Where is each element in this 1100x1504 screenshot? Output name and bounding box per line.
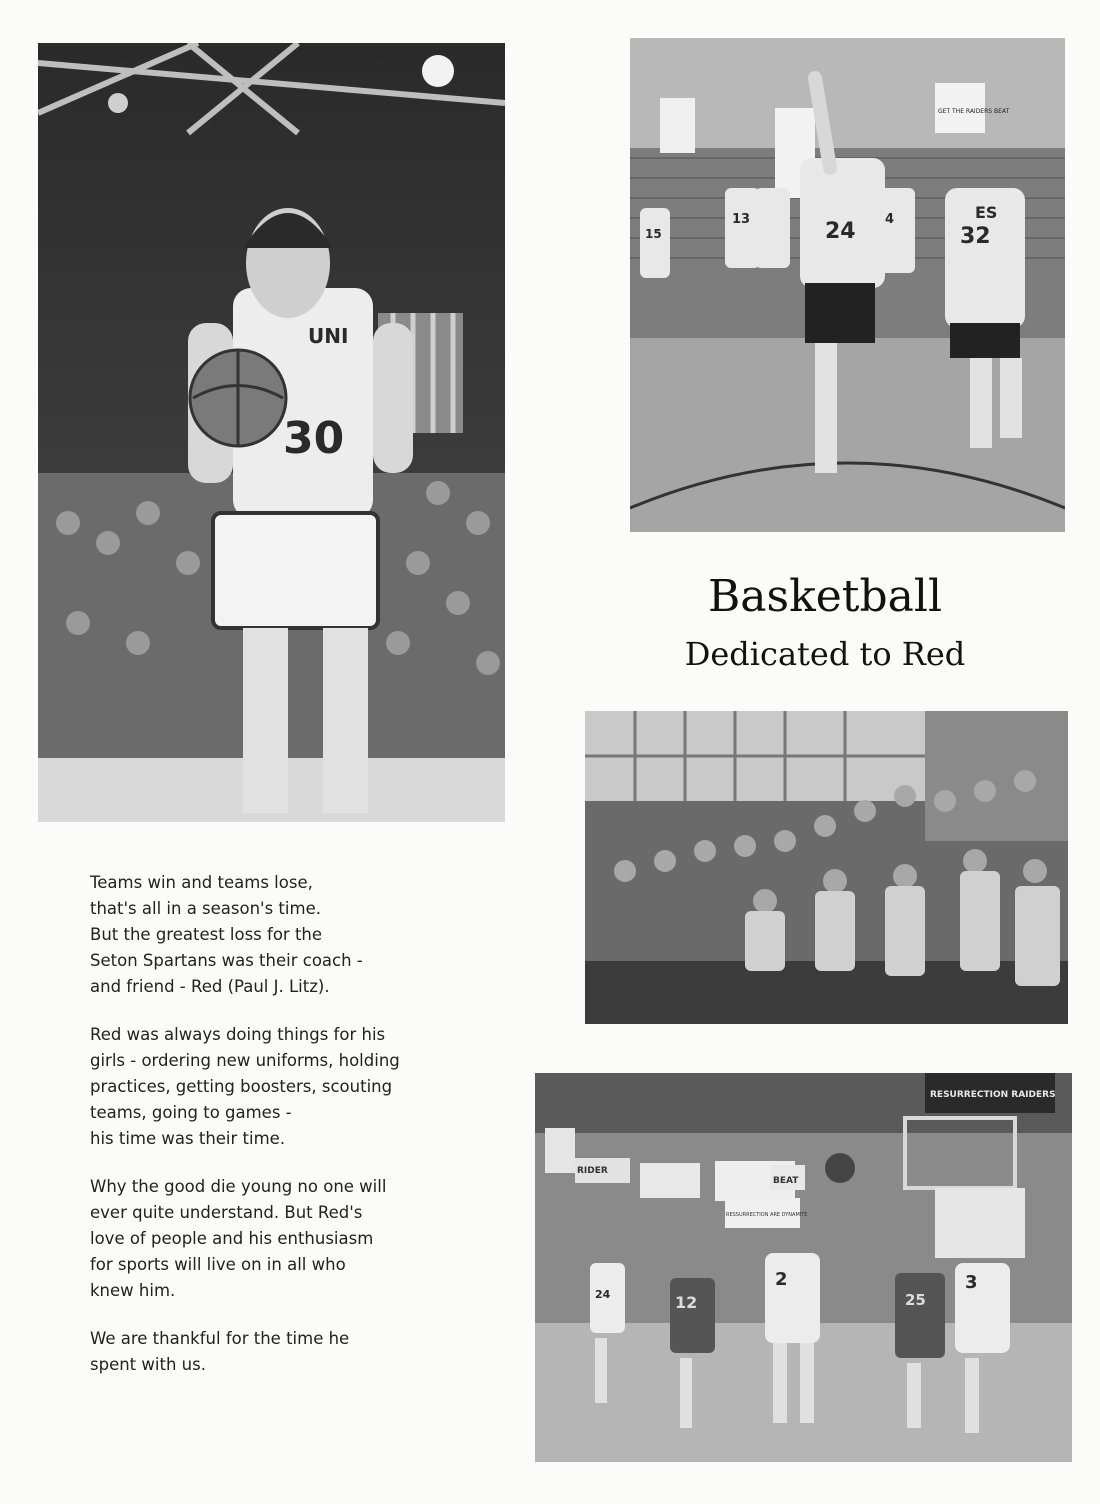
jumpball-jersey-2: 2 bbox=[775, 1269, 788, 1290]
player-jersey-number: 30 bbox=[283, 413, 345, 464]
jumpball-jersey-24: 24 bbox=[595, 1288, 611, 1301]
girls-jersey-13: 13 bbox=[732, 212, 751, 227]
dedication-paragraph: Teams win and teams lose, that's all in a season's time. But the greatest loss for the Seton Spartans was their coach - and friend - Red (Paul J. Litz). bbox=[90, 873, 363, 996]
poster-center-text: BEAT bbox=[773, 1176, 799, 1186]
jumpball-jersey-12: 12 bbox=[675, 1293, 698, 1312]
photo-jump-ball-game bbox=[535, 1073, 1072, 1462]
poster-left-text: RIDER bbox=[577, 1166, 608, 1176]
page-subtitle: Dedicated to Red bbox=[684, 635, 966, 673]
jumpball-jersey-3: 3 bbox=[965, 1272, 978, 1293]
girls-jersey-24: 24 bbox=[825, 219, 856, 244]
page-title: Basketball bbox=[707, 571, 943, 622]
photo-girls-team bbox=[630, 38, 1065, 532]
poster-sign-text: RESSURRECTION ARE DYNAMITE bbox=[726, 1212, 808, 1218]
girls-jersey-15: 15 bbox=[645, 227, 662, 241]
dedication-paragraph: Red was always doing things for his girls - ordering new uniforms, holding practices, getting boosters, scouting teams, going to games - his time was their time. bbox=[90, 1025, 400, 1148]
raiders-banner: RESURRECTION RAIDERS bbox=[930, 1090, 1056, 1100]
dedication-text bbox=[90, 870, 510, 1400]
girls-jersey-32: 32 bbox=[960, 224, 991, 249]
girls-jersey-4: 4 bbox=[885, 212, 895, 227]
dedication-paragraph: Why the good die young no one will ever quite understand. But Red's love of people and his enthusiasm for sports will live on in all who knew him. bbox=[90, 1177, 387, 1300]
girls-jersey-lettering: ES bbox=[975, 203, 998, 222]
wall-sign-text: GET THE RAIDERS BEAT bbox=[938, 108, 1010, 115]
photo-crowd-bleachers bbox=[585, 711, 1068, 1024]
player-jersey-lettering: UNI bbox=[308, 324, 349, 348]
jumpball-jersey-25: 25 bbox=[905, 1291, 926, 1309]
photo-player-free-throw bbox=[38, 43, 505, 822]
dedication-paragraph: We are thankful for the time he spent with us. bbox=[90, 1329, 350, 1374]
